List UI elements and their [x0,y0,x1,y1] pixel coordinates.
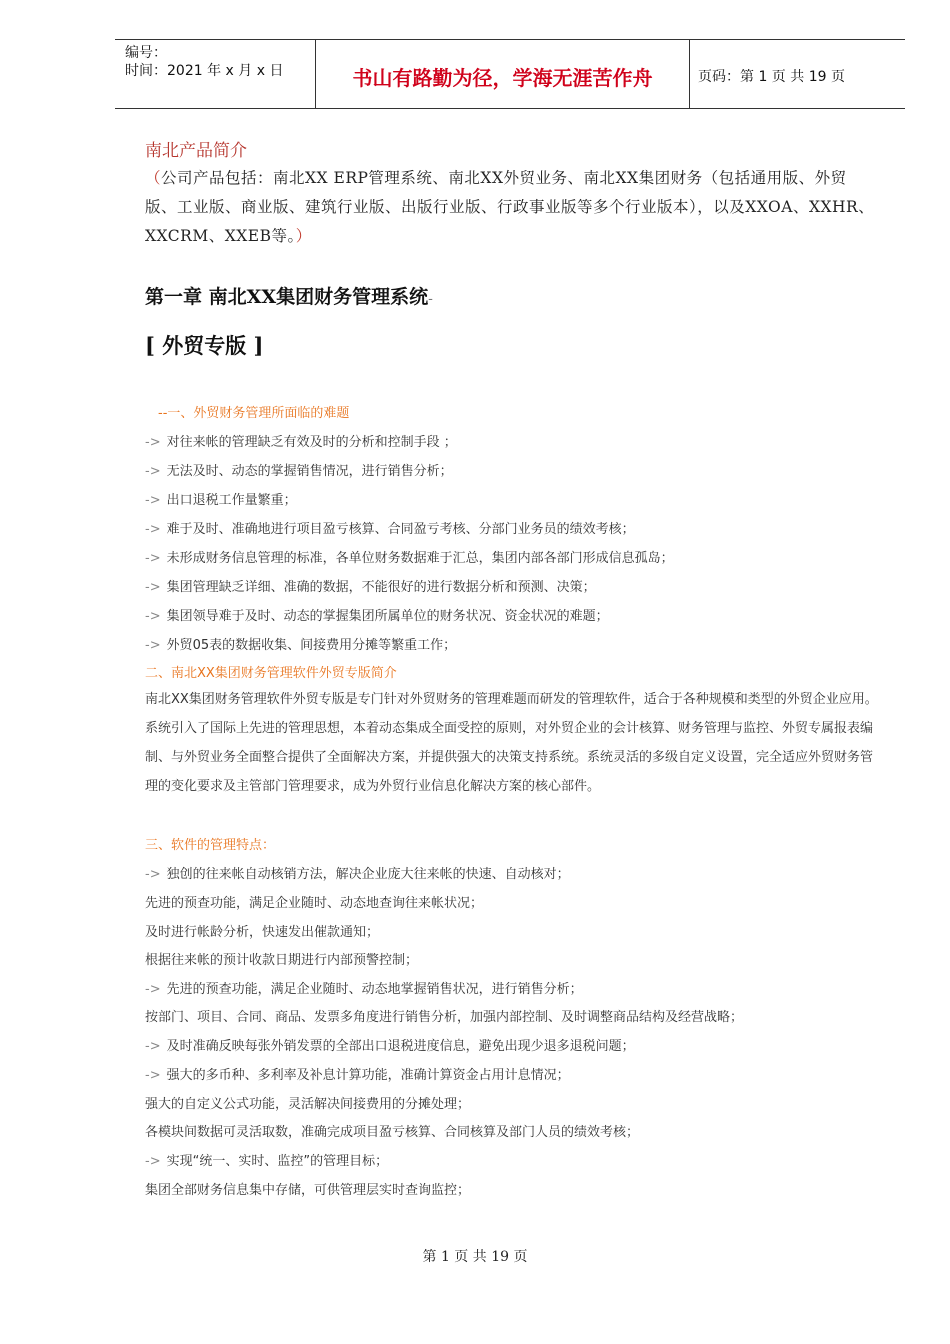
page-footer: 第 1 页 共 19 页 [422,1249,528,1265]
chapter-title-dash: - [428,291,433,307]
list-item [145,634,456,653]
list-item [145,460,453,479]
arrow-marker: -> [145,493,161,508]
list-item-text: 对往来帐的管理缺乏有效及时的分析和控制手段 ； [166,435,457,450]
list-item-text: 实现“统一、实时、监控”的管理目标； [166,1154,389,1169]
list-item [145,1035,635,1054]
list-item [145,1121,639,1140]
list-item-text: 集团领导难于及时、动态的掌握集团所属单位的财务状况、资金状况的难题； [166,609,609,624]
edition-label: [ 外贸专版 ] [145,333,264,358]
chapter-title-text: 第一章 南北XX集团财务管理系统 [145,286,429,308]
product-intro-text [145,164,875,251]
arrow-marker: -> [145,551,161,566]
header-motto-cell [316,40,690,108]
section-1-heading: --一、外贸财务管理所面临的难题 [158,406,350,421]
intro-body: 公司产品包括：南北XX ERP管理系统、南北XX外贸业务、南北XX集团财务（包括通用版、外贸版、工业版、商业版、建筑行业版、出版行业版、行政事业版等多个行业版本），以及XXOA、XXHR、XXCRM、XXEB等。 [145,169,875,245]
list-item-text: 外贸05表的数据收集、间接费用分摊等繁重工作； [166,638,457,653]
intro-close-paren: ） [295,227,312,245]
list-item-text: 先进的预查功能，满足企业随时、动态地查询往来帐状况； [145,896,484,911]
arrow-marker: -> [145,609,161,624]
list-item [145,547,674,566]
list-item [145,1179,470,1198]
list-item-text: 未形成财务信息管理的标准，各单位财务数据难于汇总，集团内部各部门形成信息孤岛； [166,551,674,566]
list-item [145,863,570,882]
list-item-text: 按部门、项目、合同、商品、发票多角度进行销售分析，加强内部控制、及时调整商品结构及经营战略； [145,1010,744,1025]
header-motto: 书山有路勤为径，学海无涯苦作舟 [352,66,653,90]
list-item-text: 无法及时、动态的掌握销售情况，进行销售分析； [166,464,453,479]
arrow-marker: -> [145,522,161,537]
list-item [145,518,635,537]
list-item-text: 强大的多币种、多利率及补息计算功能，准确计算资金占用计息情况； [166,1068,570,1083]
list-item [145,921,379,940]
arrow-marker: -> [145,867,161,882]
section-3-heading: 三、软件的管理特点： [145,838,276,853]
list-item-text: 及时进行帐龄分析，快速发出催款通知； [145,925,380,940]
intro-open-paren: （ [145,169,162,187]
product-intro-title: 南北产品简介 [145,141,247,161]
arrow-marker: -> [145,1039,161,1054]
arrow-marker: -> [145,580,161,595]
header-meta-cell [115,40,316,108]
page-header [115,39,905,109]
header-page-cell [690,40,905,108]
list-item [145,605,609,624]
header-page-info: 页码：第 1 页 共 19 页 [698,69,845,85]
list-item-text: 独创的往来帐自动核销方法，解决企业庞大往来帐的快速、自动核对； [166,867,570,882]
section-2-body: 南北XX集团财务管理软件外贸专版是专门针对外贸财务的管理难题而研发的管理软件，适合于各种规模和类型的外贸企业应用。系统引入了国际上先进的管理思想，本着动态集成全面受控的原则，对外贸企业的会计核算、财务管理与监控、外贸专属报表编制、与外贸业务全面整合提供了全面解决方案，并提供强大的决策支持系统。系统灵活的多级自定义设置，完全适应外贸财务管理的变化要求及主管部门管理要求，成为外贸行业信息化解决方案的核心部件。 [145,692,878,794]
chapter-title [145,282,433,309]
list-item [145,1150,388,1169]
document-date-label: 时间：2021 年 x 月 x 日 [125,63,284,79]
arrow-marker: -> [145,1154,161,1169]
document-number-label: 编号： [125,45,167,61]
list-item [145,576,596,595]
list-item-text: 集团管理缺乏详细、准确的数据，不能很好的进行数据分析和预测、决策； [166,580,596,595]
list-item-text: 先进的预查功能，满足企业随时、动态地掌握销售状况，进行销售分析； [166,982,583,997]
list-item-text: 强大的自定义公式功能，灵活解决间接费用的分摊处理； [145,1097,471,1112]
list-item [145,1006,743,1025]
list-item [145,1093,470,1112]
arrow-marker: -> [145,435,161,450]
arrow-marker: -> [145,1068,161,1083]
list-item [145,892,483,911]
list-item [145,489,297,508]
list-item-text: 及时准确反映每张外销发票的全部出口退税进度信息，避免出现少退多退税问题； [166,1039,635,1054]
list-item-text: 出口退税工作量繁重； [166,493,297,508]
list-item [145,431,457,450]
section-2-heading: 二、南北XX集团财务管理软件外贸专版简介 [145,666,397,681]
list-item-text: 难于及时、准确地进行项目盈亏核算、合同盈亏考核、分部门业务员的绩效考核； [166,522,635,537]
list-item [145,978,583,997]
list-item [145,949,418,968]
arrow-marker: -> [145,982,161,997]
list-item-text: 根据往来帐的预计收款日期进行内部预警控制； [145,953,419,968]
arrow-marker: -> [145,464,161,479]
list-item-text: 集团全部财务信息集中存储，可供管理层实时查询监控； [145,1183,471,1198]
list-item-text: 各模块间数据可灵活取数，准确完成项目盈亏核算、合同核算及部门人员的绩效考核； [145,1125,640,1140]
list-item [145,1064,570,1083]
arrow-marker: -> [145,638,161,653]
